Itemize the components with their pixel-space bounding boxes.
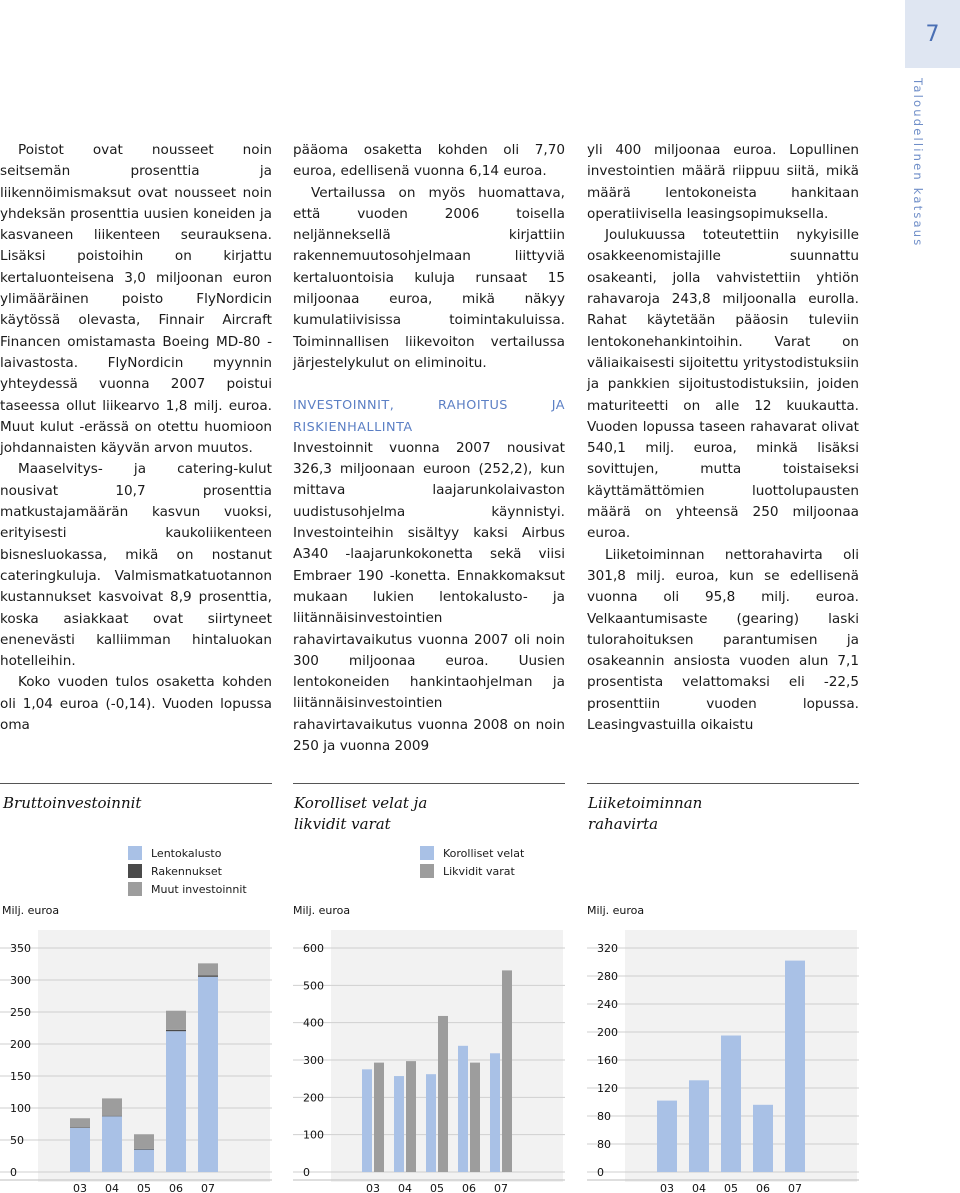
y-tick-label: 400 [303, 1016, 324, 1030]
chart-bruttoinvestoinnit [0, 930, 272, 1193]
y-tick-label: 600 [303, 942, 324, 955]
bar [502, 970, 512, 1172]
bar-segment [134, 1134, 154, 1149]
x-tick-label: 06 [462, 1182, 476, 1193]
swatch-dark [128, 864, 142, 878]
bar [785, 961, 805, 1172]
x-tick-label: 04 [105, 1182, 119, 1193]
swatch-grey [128, 882, 142, 896]
y-tick-label: 350 [10, 942, 31, 955]
section-heading: INVESTOINNIT, RAHOITUS JA RISKIENHALLINTA [293, 398, 565, 435]
bar [458, 1046, 468, 1172]
paragraph: Liiketoiminnan nettorahavirta oli 301,8 milj. euroa, kun se edellisenä vuonna oli 95,8 milj. euroa. Velkaantumisaste (gearing) laski tulorahoituksen parantumisen ja osakeannin ansiosta vuoden alun 7,1 prosentista velattomaksi eli -22,5 prosenttiin vuoden lopussa. Leasingvastuilla oikaistu [587, 546, 859, 734]
chart-korolliset-velat [293, 930, 565, 1193]
bar [406, 1061, 416, 1172]
bar-segment [166, 1011, 186, 1030]
bar-segment [134, 1150, 154, 1172]
x-tick-label: 05 [430, 1182, 444, 1193]
y-tick-label: 240 [597, 998, 618, 1011]
legend-label: Likvidit varat [443, 864, 515, 878]
bar-segment [70, 1128, 90, 1172]
x-tick-label: 07 [494, 1182, 508, 1193]
x-tick-label: 07 [201, 1182, 215, 1193]
bar [438, 1016, 448, 1172]
section-side-label [911, 78, 929, 338]
legend-label: Lentokalusto [151, 846, 222, 860]
bar-segment [70, 1127, 90, 1128]
chart-2-unit: Milj. euroa [293, 904, 351, 917]
legend-item [128, 862, 247, 880]
legend-label: Muut investoinnit [151, 882, 247, 896]
bar-segment [102, 1116, 122, 1117]
paragraph: Maaselvitys- ja catering-kulut nousivat 10,7 prosenttia matkustajamäärän kasvun vuoksi, erityisesti kaukoliikenteen bisnesluokassa, mikä on nostanut cateringkuluja. Valmismatkatuotannon kustannukset kasvoivat 8,9 prosenttia, koska asiakkaat ovat siirtyneet enenevästi kalliimman hintaluokan hotelleihin. [0, 461, 272, 670]
paragraph: Investoinnit vuonna 2007 nousivat 326,3 miljoonaan euroon (252,2), kun mittava laajarunkolaivaston uudistusohjelma käynnistyi. Investointeihin sisältyy kaksi Airbus A340 -laajarunkokonetta sekä viisi Embraer 190 -konetta. Ennakkomaksut mukaan lukien lentokalusto- ja liitännäisinvestointien rahavirtavaikutus vuonna 2007 oli noin 300 miljoonaa euroa. Uusien lentokoneiden hankintaohjelman ja liitännäisinvestointien rahavirtavaikutus vuonna 2008 on noin 250 ja vuonna 2009 [293, 439, 565, 755]
bar [490, 1053, 500, 1172]
legend-item [420, 844, 524, 862]
x-tick-label: 04 [692, 1182, 706, 1193]
chart-3-unit: Milj. euroa [587, 904, 645, 917]
chart-2-title: Korolliset velat ja likvidit varat [294, 794, 428, 833]
legend-label: Rakennukset [151, 864, 222, 878]
bar-segment [102, 1116, 122, 1172]
bar-segment [134, 1149, 154, 1150]
bar [689, 1080, 709, 1172]
y-tick-label: 80 [597, 1138, 611, 1151]
bar-segment [166, 1031, 186, 1172]
text-column-3 [587, 140, 859, 736]
y-tick-label: 320 [597, 942, 618, 955]
bar-segment [102, 1098, 122, 1115]
x-tick-label: 03 [660, 1182, 674, 1193]
bar [426, 1074, 436, 1172]
legend-item [128, 880, 247, 898]
y-tick-label: 100 [10, 1102, 31, 1115]
x-tick-label: 03 [73, 1182, 87, 1193]
x-tick-label: 05 [724, 1182, 738, 1193]
y-tick-label: 280 [597, 970, 618, 983]
bar [470, 1063, 480, 1172]
y-tick-label: 50 [10, 1134, 24, 1147]
x-tick-label: 04 [398, 1182, 412, 1193]
paragraph: Koko vuoden tulos osaketta kohden oli 1,04 euroa (-0,14). Vuoden lopussa oma [0, 674, 272, 734]
chart-liiketoiminnan-rahavirta [587, 930, 859, 1193]
paragraph: yli 400 miljoonaa euroa. Lopullinen investointien määrä riippuu siitä, mikä määrä lentokoneista hankitaan operatiivisella leasingsopimuksella. [587, 142, 859, 222]
swatch-grey [420, 864, 434, 878]
x-tick-label: 06 [169, 1182, 183, 1193]
chart-3-rule [587, 783, 859, 784]
chart-3-title: Liiketoiminnan rahavirta [588, 794, 703, 833]
bar-segment [198, 977, 218, 1172]
bar [374, 1063, 384, 1172]
text-column-2 [293, 140, 565, 757]
y-tick-label: 0 [597, 1166, 604, 1179]
y-tick-label: 100 [303, 1128, 324, 1142]
legend-item [420, 862, 524, 880]
bar [394, 1076, 404, 1172]
y-tick-label: 0 [10, 1166, 17, 1179]
bar-segment [198, 963, 218, 975]
paragraph: Poistot ovat nousseet noin seitsemän prosenttia ja liikennöimismaksut ovat nousseet noin yhdeksän prosenttia uusien koneiden ja kasvaneen liikenteen seurauksena. Lisäksi poistoihin on kirjattu kertaluonteisena 3,0 miljoonan euron ylimääräinen poisto FlyNordicin käytössä olevasta, Finnair Aircraft Financen omistamasta Boeing MD-80 -laivastosta. FlyNordicin myynnin yhteydessä vuonna 2007 poistui taseessa ollut liikearvo 1,8 milj. euroa. Muut kulut -erässä on otettu huomioon johdannaisten käyvän arvon muutos. [0, 142, 272, 457]
x-tick-label: 06 [756, 1182, 770, 1193]
chart-2-rule [293, 783, 565, 784]
x-tick-label: 03 [366, 1182, 380, 1193]
bar [721, 1036, 741, 1173]
y-tick-label: 0 [303, 1166, 310, 1179]
paragraph: Joulukuussa toteutettiin nykyisille osakkeenomistajille suunnattu osakeanti, jolla vahvistettiin yhtiön rahavaroja 243,8 miljoonalla eurolla. Rahat käytetään pääosin tuleviin lentokonehankintoihin. Varat on väliaikaisesti sijoitettu yritystodistuksiin ja pankkien sijoitustodistuksiin, joiden maturiteetti on alle 12 kuukautta. Vuoden lopussa taseen rahavarat olivat 540,1 milj. euroa, minkä lisäksi sovittujen, mutta toistaiseksi käyttämättömien luottolupausten määrä on yhteensä 250 miljoonaa euroa. [587, 227, 859, 542]
chart-1-legend [128, 844, 247, 898]
bar-segment [166, 1030, 186, 1031]
y-tick-label: 200 [303, 1091, 324, 1105]
chart-2-legend [420, 844, 524, 880]
swatch-light-blue [420, 846, 434, 860]
legend-item [128, 844, 247, 862]
legend-label: Korolliset velat [443, 846, 525, 860]
chart-1-title: Bruttoinvestoinnit [3, 794, 142, 812]
y-tick-label: 200 [597, 1026, 618, 1039]
page-number: 7 [925, 21, 940, 47]
bar [362, 1069, 372, 1172]
y-tick-label: 160 [597, 1054, 618, 1067]
bar-segment [198, 976, 218, 977]
page-number-tab [905, 0, 960, 68]
bar-segment [70, 1118, 90, 1127]
y-tick-label: 80 [597, 1110, 611, 1123]
y-tick-label: 250 [10, 1006, 31, 1019]
bar [753, 1105, 773, 1172]
paragraph: Vertailussa on myös huomattava, että vuoden 2006 toisella neljänneksellä kirjattiin rakennemuutosohjelmaan liittyviä kertaluontoisia kuluja runsaat 15 miljoonaa euroa, mikä näkyy kumulatiivisissa toimintakuluissa. Toiminnallisen liikevoiton vertailussa järjestelykulut on eliminoitu. [293, 184, 565, 371]
bar [657, 1101, 677, 1172]
y-tick-label: 300 [303, 1054, 324, 1067]
x-tick-label: 07 [788, 1182, 802, 1193]
paragraph: pääoma osaketta kohden oli 7,70 euroa, edellisenä vuonna 6,14 euroa. [293, 142, 565, 180]
text-column-1 [0, 140, 272, 736]
x-tick-label: 05 [137, 1182, 151, 1193]
y-tick-label: 200 [10, 1038, 31, 1051]
y-tick-label: 500 [303, 979, 324, 993]
y-tick-label: 120 [597, 1082, 618, 1095]
y-tick-label: 150 [10, 1070, 31, 1083]
swatch-light-blue [128, 846, 142, 860]
chart-1-unit: Milj. euroa [2, 904, 60, 917]
y-tick-label: 300 [10, 974, 31, 987]
chart-1-rule [0, 783, 272, 784]
side-label-text: Taloudellinen katsaus [911, 78, 925, 248]
